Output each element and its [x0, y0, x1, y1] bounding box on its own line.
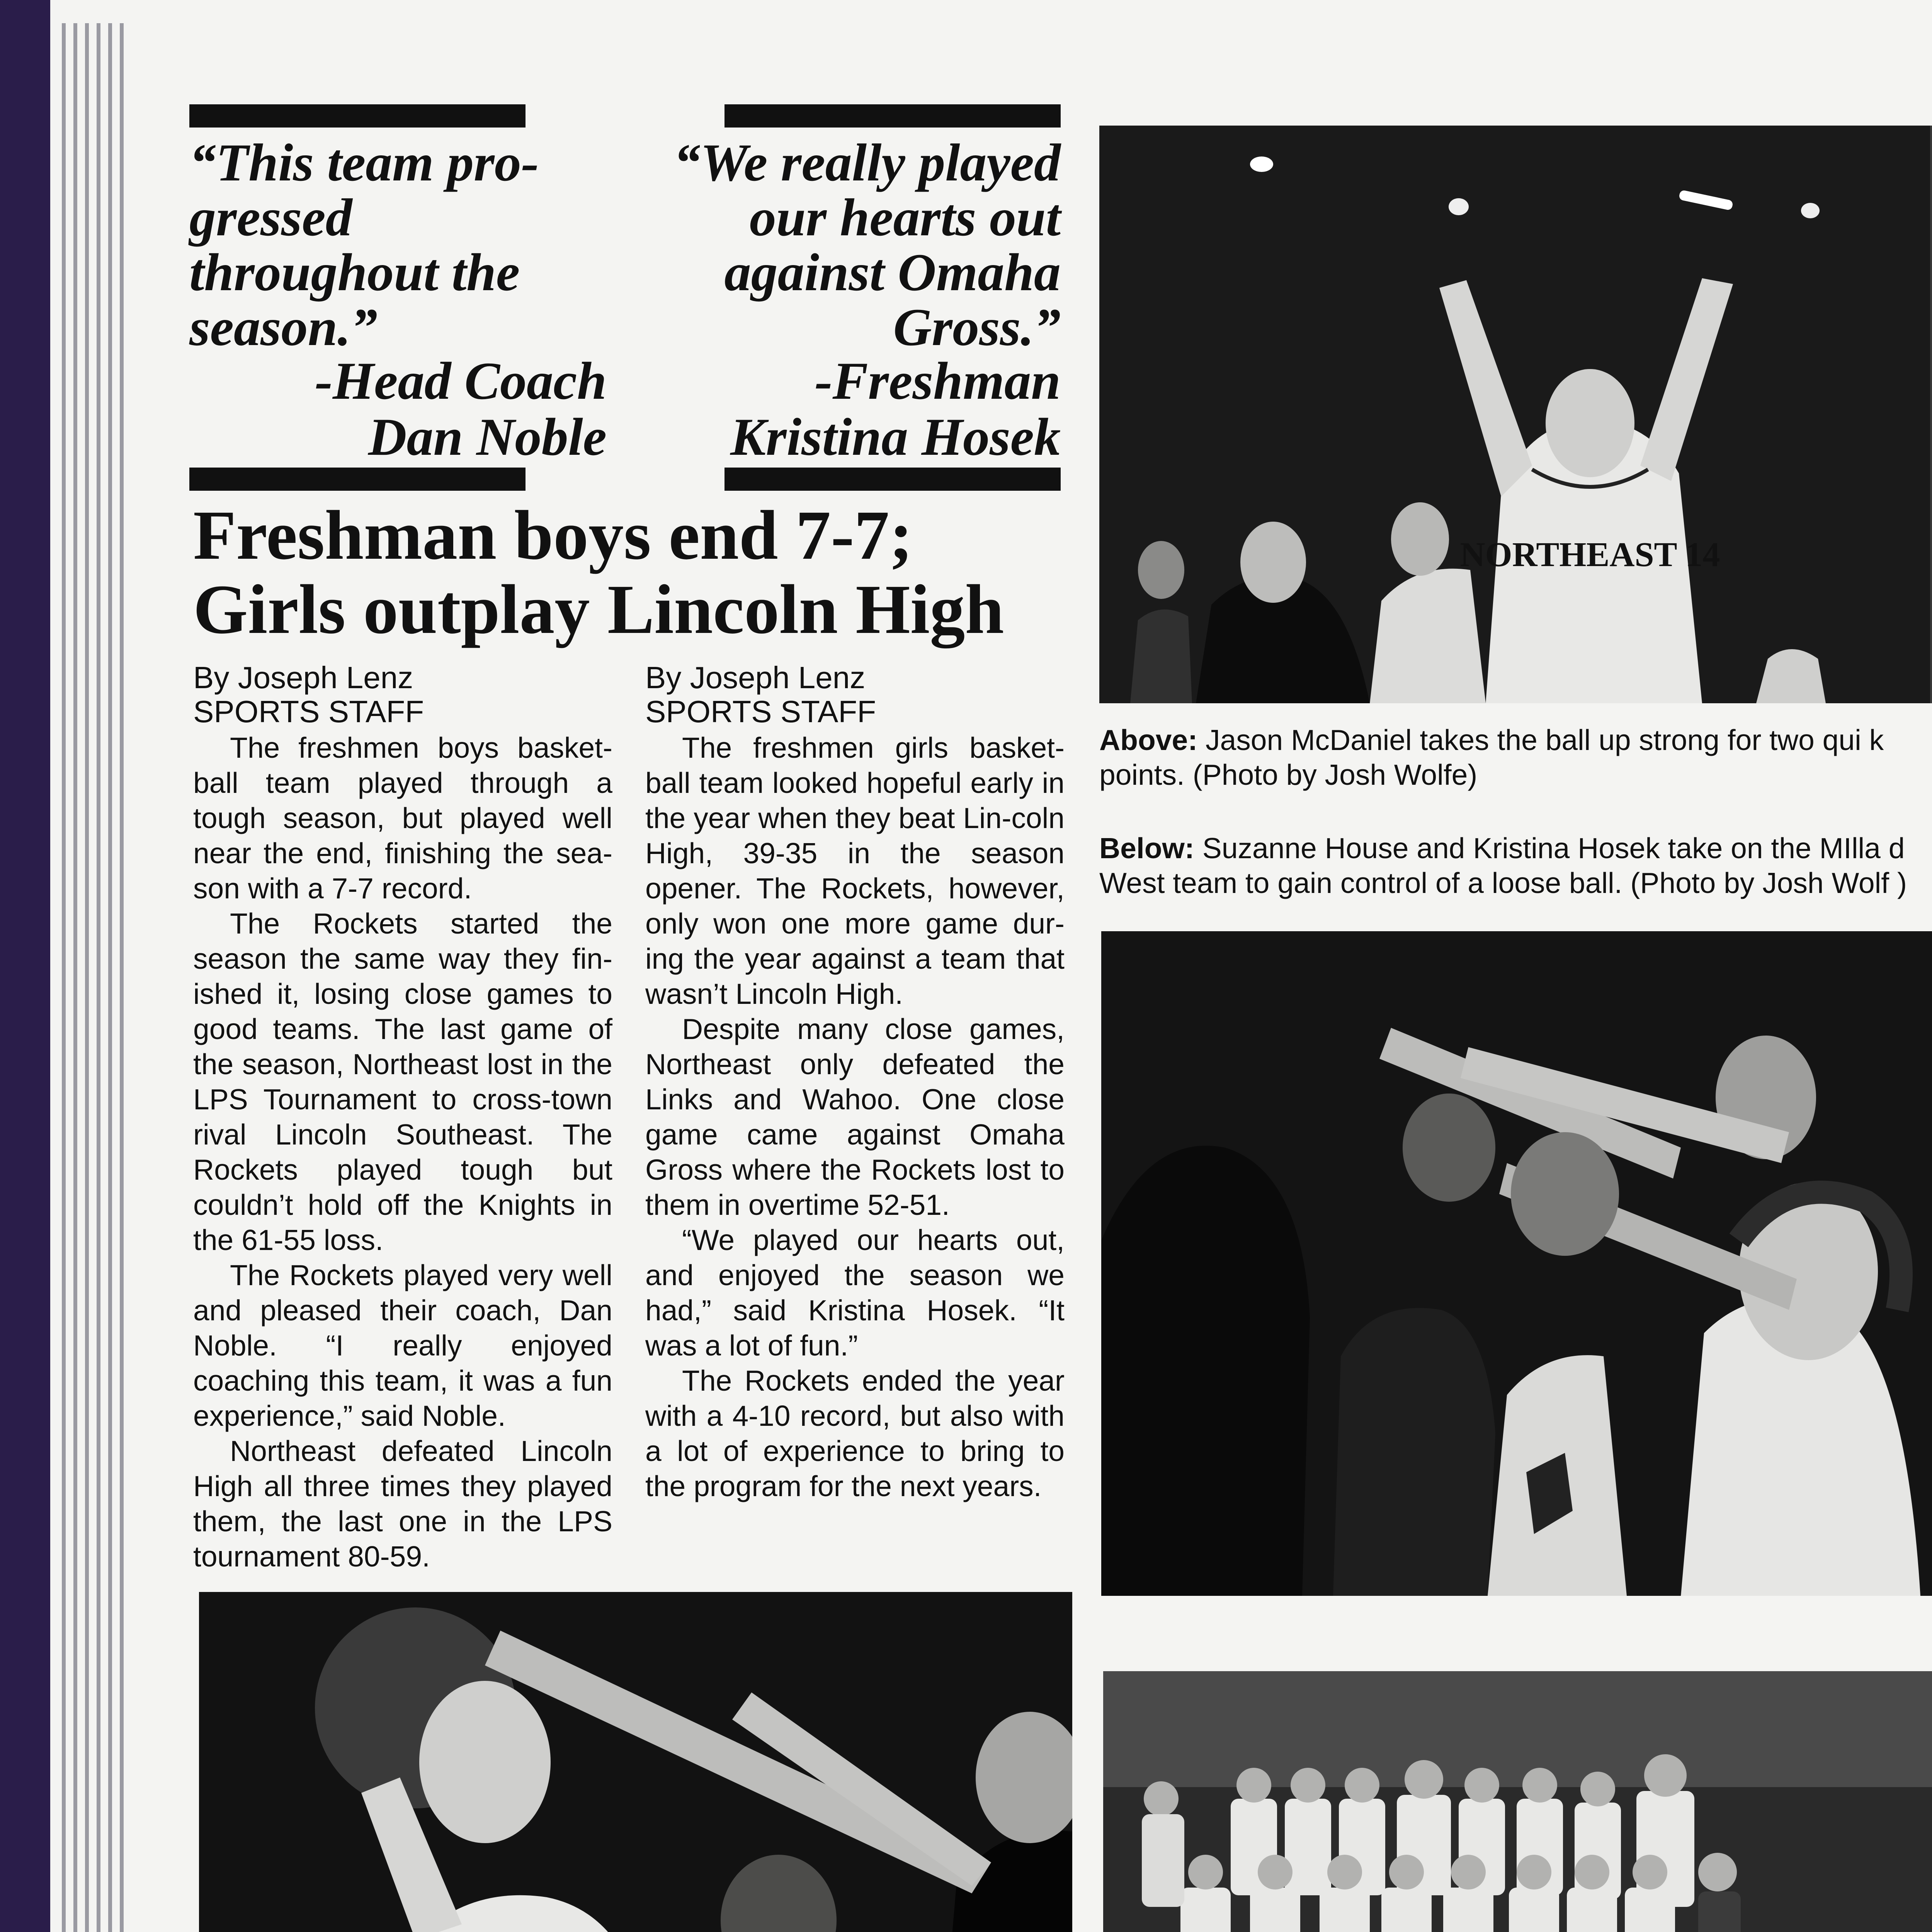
caption-above: [1099, 723, 1932, 792]
photo-team: [1103, 1671, 1932, 1932]
headline-line-2: Girls outplay Lincoln High: [193, 571, 1004, 648]
quote-2-attribution-title: -Freshman: [815, 351, 1061, 410]
quote-1-text: “This team pro- gressed throughout the season.”: [189, 133, 539, 357]
photo-jason-mcdaniel: [1099, 126, 1932, 703]
quote-2-top-bar: [724, 104, 1061, 128]
quote-1-bottom-bar: [189, 468, 526, 491]
caption-below-label: Below:: [1099, 832, 1194, 864]
girls-byline: [645, 661, 876, 729]
boys-byline: [193, 661, 424, 729]
boys-story-body: [193, 730, 612, 1574]
quote-1-attribution-name: Dan Noble: [368, 407, 607, 466]
girls-byline-author: By Joseph Lenz: [645, 660, 866, 695]
girls-byline-staff: SPORTS STAFF: [645, 694, 876, 729]
headline-line-1: Freshman boys end 7-7;: [193, 497, 913, 574]
caption-below: [1099, 831, 1932, 900]
girls-paragraph: The freshmen girls basket-ball team looked hopeful early in the year when they beat Lin-coln High, 39-35 in the season opener. The Rockets, however, only won one more game dur-ing the year against a team that wasn’t Lincoln High.: [645, 731, 1065, 1010]
page-edges: [62, 23, 135, 1932]
boys-byline-staff: SPORTS STAFF: [193, 694, 424, 729]
caption-above-label: Above:: [1099, 724, 1198, 756]
photo-jason-mcdaniel-art: [1099, 126, 1932, 703]
photo-jody-friesen-art: [199, 1592, 1072, 1932]
girls-paragraph: Despite many close games, Northeast only defeated the Links and Wahoo. One close game came against Omaha Gross where the Rockets lost to them in overtime 52-51.: [645, 1013, 1065, 1221]
photo-team-art: [1103, 1671, 1932, 1932]
photo-girls-loose-ball: [1101, 931, 1932, 1596]
quote-2-attribution-name: Kristina Hosek: [730, 407, 1061, 466]
photo-jody-friesen: [199, 1592, 1072, 1932]
quote-1-top-bar: [189, 104, 526, 128]
jersey-text-14: NORTHEAST 14: [1460, 536, 1720, 574]
boys-byline-author: By Joseph Lenz: [193, 660, 413, 695]
boys-paragraph: Northeast defeated Lincoln High all three times they played them, the last one in the LPS tournament 80-59.: [193, 1435, 612, 1573]
quote-1-attribution-title: -Head Coach: [315, 351, 607, 410]
caption-below-text: Suzanne House and Kristina Hosek take on the MIlla d West team to gain control of a loose ball. (Photo by Josh Wolf ): [1099, 832, 1907, 899]
quote-2-text: “We really played our hearts out against Omaha Gross.”: [673, 133, 1061, 357]
boys-paragraph: The Rockets started the season the same way they fin-ished it, losing close games to good teams. The last game of the season, Northeast lost in the LPS Tournament to cross-town rival Lincoln Southeast. The Rockets played tough but couldn’t hold off the Knights in the 61-55 loss.: [193, 907, 612, 1256]
photo-girls-loose-ball-art: [1101, 931, 1932, 1596]
girls-story-body: [645, 730, 1065, 1504]
girls-paragraph: “We played our hearts out, and enjoyed the season we had,” said Kristina Hosek. “It was a lot of fun.”: [645, 1224, 1065, 1362]
quote-2-bottom-bar: [724, 468, 1061, 491]
boys-paragraph: The Rockets played very well and pleased their coach, Dan Noble. “I really enjoyed coaching this team, it was a fun experience,” said Noble.: [193, 1259, 612, 1432]
boys-paragraph: The freshmen boys basket-ball team played through a tough season, but played well near the end, finishing the sea-son with a 7-7 record.: [193, 731, 612, 905]
caption-above-text: Jason McDaniel takes the ball up strong for two qui k points. (Photo by Josh Wolfe): [1099, 724, 1884, 791]
headline: [193, 498, 1101, 647]
girls-paragraph: The Rockets ended the year with a 4-10 record, but also with a lot of experience to bring to the program for the next years.: [645, 1364, 1065, 1502]
